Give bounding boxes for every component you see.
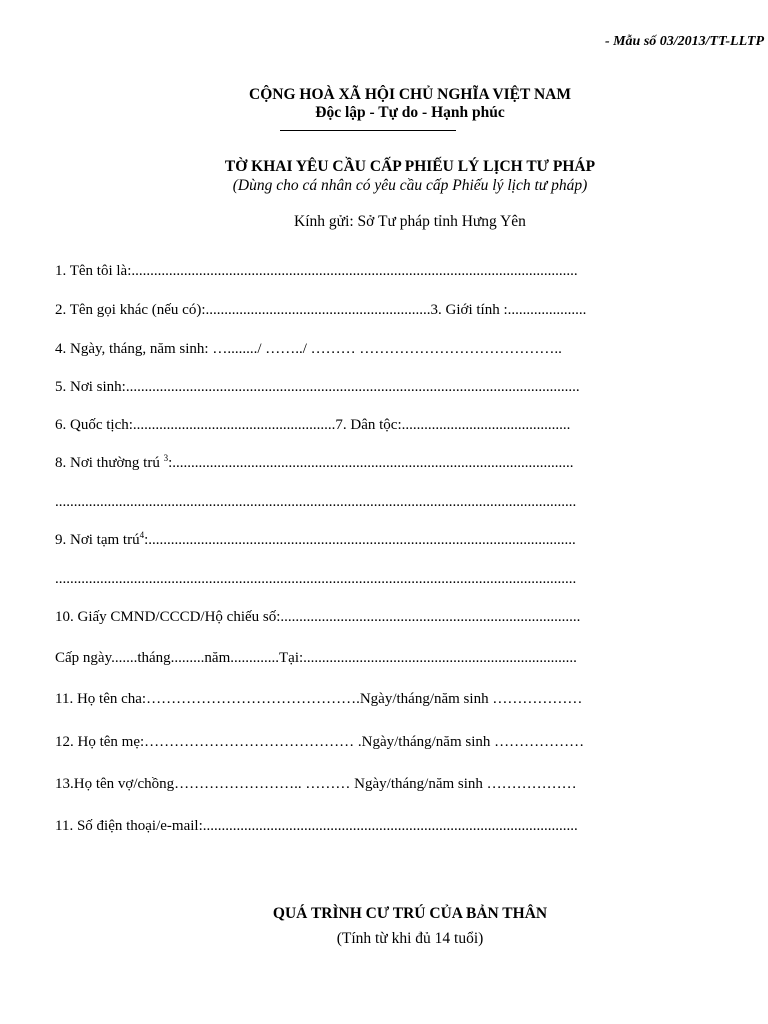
field-dots: :........................................................................................................... [168, 455, 574, 471]
field-temporary-residence [55, 532, 576, 549]
document-subtitle: (Dùng cho cá nhân có yêu cầu cấp Phiếu lý lịch tư pháp) [232, 177, 588, 194]
field-other-name-gender: 2. Tên gọi khác (nếu có):............................................................3. Giới tính :..................... [55, 302, 587, 318]
field-id-number: 10. Giấy CMND/CCCD/Hộ chiếu số:................................................................................ [55, 609, 581, 625]
field-label: 8. Nơi thường trú [55, 455, 164, 471]
document-title: TỜ KHAI YÊU CẦU CẤP PHIẾU LÝ LỊCH TƯ PHÁP [224, 158, 596, 175]
form-code: - Mẫu số 03/2013/TT-LLTP [604, 34, 764, 49]
field-birth-place: 5. Nơi sinh:......................................................................................................................... [55, 379, 580, 395]
field-label: 9. Nơi tạm trú [55, 532, 140, 548]
field-id-issue: Cấp ngày.......tháng.........năm.............Tại:......................................................................... [55, 650, 577, 666]
section-note: (Tính từ khi đủ 14 tuổi) [336, 930, 484, 947]
footnote-ref: 4 [139, 530, 145, 540]
section-title: QUÁ TRÌNH CƯ TRÚ CỦA BẢN THÂN [272, 905, 548, 922]
field-temporary-residence-cont: ........................................................................................................................................... [55, 571, 577, 587]
field-nationality-ethnicity: 6. Quốc tịch:......................................................7. Dân tộc:............................................. [55, 417, 571, 433]
footnote-ref: 3 [163, 453, 169, 463]
field-father: 11. Họ tên cha:…………………………………….Ngày/tháng/năm sinh ……………… [55, 691, 583, 707]
motto-underline [280, 130, 456, 131]
field-dots: :.................................................................................................................. [144, 532, 576, 548]
field-permanent-residence-cont: ........................................................................................................................................... [55, 494, 577, 510]
motto-heading: Độc lập - Tự do - Hạnh phúc [315, 104, 505, 121]
field-mother: 12. Họ tên mẹ:…………………………………… .Ngày/tháng/năm sinh ……………… [55, 734, 585, 750]
recipient: Kính gửi: Sở Tư pháp tỉnh Hưng Yên [294, 213, 526, 230]
field-spouse: 13.Họ tên vợ/chồng…………………….. ……… Ngày/tháng/năm sinh ……………… [55, 776, 577, 792]
field-full-name: 1. Tên tôi là:....................................................................................................................... [55, 263, 578, 279]
field-birth-date: 4. Ngày, tháng, năm sinh: …......../ ……../ ……… ………………………………….. [55, 341, 562, 357]
field-permanent-residence [55, 455, 574, 472]
field-phone-email: 11. Số điện thoại/e-mail:.................................................................................................... [55, 818, 578, 834]
nation-heading: CỘNG HOÀ XÃ HỘI CHỦ NGHĨA VIỆT NAM [249, 86, 571, 103]
